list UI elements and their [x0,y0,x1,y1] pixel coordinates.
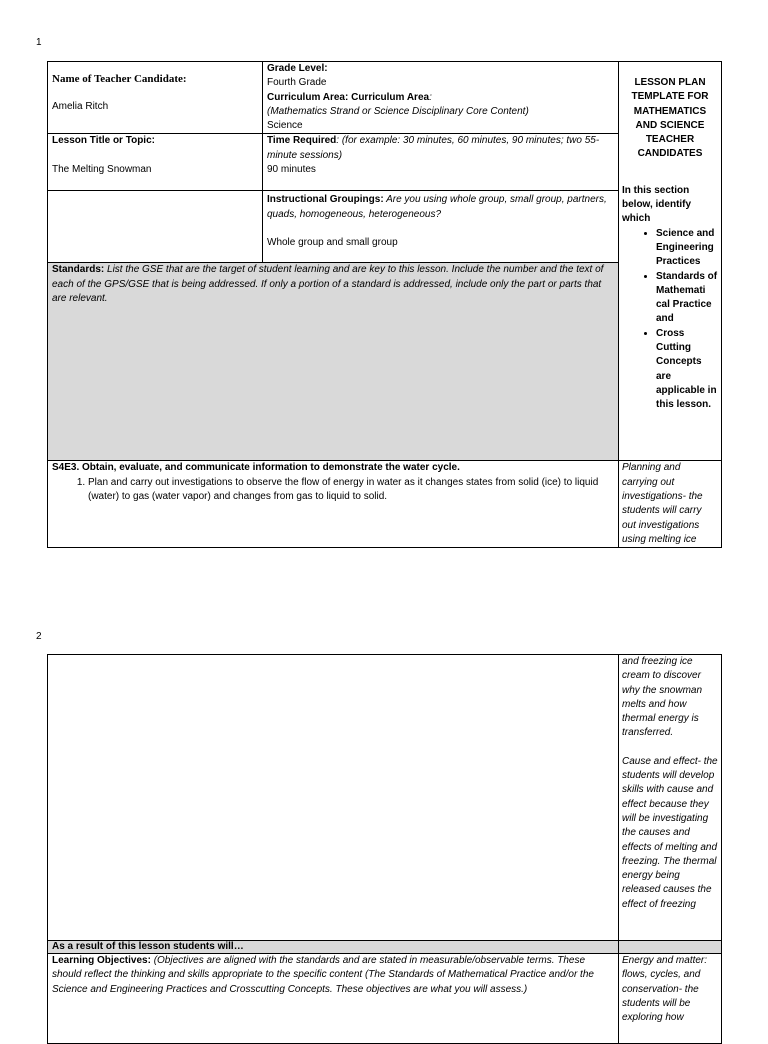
teacher-cell [48,62,263,134]
list-item: • Standards of Mathemati cal Practice and [656,270,718,327]
curriculum-hint: (Mathematics Strand or Science Disciplinary Core Content) [267,105,529,117]
objectives-cell [48,954,619,1044]
standards-instructions-cell [48,263,619,461]
teacher-name: Amelia Ritch [52,101,109,113]
practice-continued-cell [619,655,722,941]
standard-code-title: S4E3. Obtain, evaluate, and communicate information to demonstrate the water cycle. [52,462,460,474]
standard-items [52,476,614,505]
curriculum-label: Curriculum Area: Curriculum Area [267,91,430,103]
list-item: • Cross Cutting Concepts are applicable in this lesson. [656,327,718,413]
empty-cell [48,191,263,263]
lesson-plan-table-page-1 [47,61,722,548]
list-item: 1. Plan and carry out investigations to observe the flow of energy in water as it changes states from solid (ice) to liquid (water) to gas (water vapor) and changes from gas to liquid to solid. [88,476,614,505]
identify-text: In this section below, identify which [622,184,692,225]
objectives-text: (Objectives are aligned with the standards and are stated in measurable/observable terms. These should reflect the thinking and skills appropriate to the specific content (The Standards of Mathematical Practice and/or the Science and Engineering Practices and Crosscutting Concepts. These objectives are what you will assess.) [52,955,594,995]
template-title: LESSON PLAN TEMPLATE FOR MATHEMATICS AND SCIENCE TEACHER CANDIDATES [631,77,709,160]
result-heading: As a result of this lesson students will… [48,941,619,954]
empty-cell [48,655,619,941]
curriculum-colon: : [429,91,432,103]
time-value: 90 minutes [267,164,316,176]
grouping-hint: Are you using whole group, small group, partners, quads, homogeneous, heterogeneous? [267,194,607,220]
standards-content-cell [48,461,619,548]
practice-cell [619,461,722,548]
practice-text: Planning and carrying out investigations- the students will carry out investigations using melting ice [622,462,703,545]
energy-matter-cell [619,954,722,1044]
lesson-title: The Melting Snowman [52,163,152,175]
lesson-cell [48,134,263,191]
objectives-label: Learning Objectives: [52,955,151,966]
time-cell [263,134,619,191]
page-number: 1 [36,37,42,48]
grouping-cell [263,191,619,263]
lesson-plan-table-page-2 [47,654,722,1044]
grouping-value: Whole group and small group [267,237,398,249]
standards-label: Standards: [52,264,105,276]
grade-label: Grade Level: [267,63,328,74]
standards-instructions: List the GSE that are the target of student learning and are key to this lesson. Include the number and the text of each of the GPS/GSE that is being addressed. If only a portion of a standard is addressed, include only the part or parts that are relevant. [52,264,604,305]
cause-effect-text: Cause and effect- the students will develop skills with cause and effect because they will be investigating the causes and effects of melting and freezing. The thermal energy being released causes the effect of freezing [622,755,718,910]
result-side-cell [619,941,722,954]
practice-continued-text: and freezing ice cream to discover why the snowman melts and how thermal energy is transferred. [622,656,703,739]
list-item: • Science and Engineering Practices [656,227,718,270]
page-number: 2 [36,631,42,642]
grade-value: Fourth Grade [267,77,327,89]
curriculum-value: Science [267,120,303,132]
grade-curriculum-cell [263,62,619,134]
time-label: Time Required [267,135,337,147]
practice-types-list [622,227,718,413]
sidebar-cell [619,62,722,461]
time-hint: : (for example: 30 minutes, 60 minutes, 90 minutes; two 55-minute sessions) [267,135,600,161]
energy-matter-text: Energy and matter: flows, cycles, and conservation- the students will be exploring how [622,955,708,1024]
grouping-label: Instructional Groupings: [267,194,384,206]
lesson-label: Lesson Title or Topic: [52,135,155,147]
teacher-label: Name of Teacher Candidate: [52,73,187,85]
